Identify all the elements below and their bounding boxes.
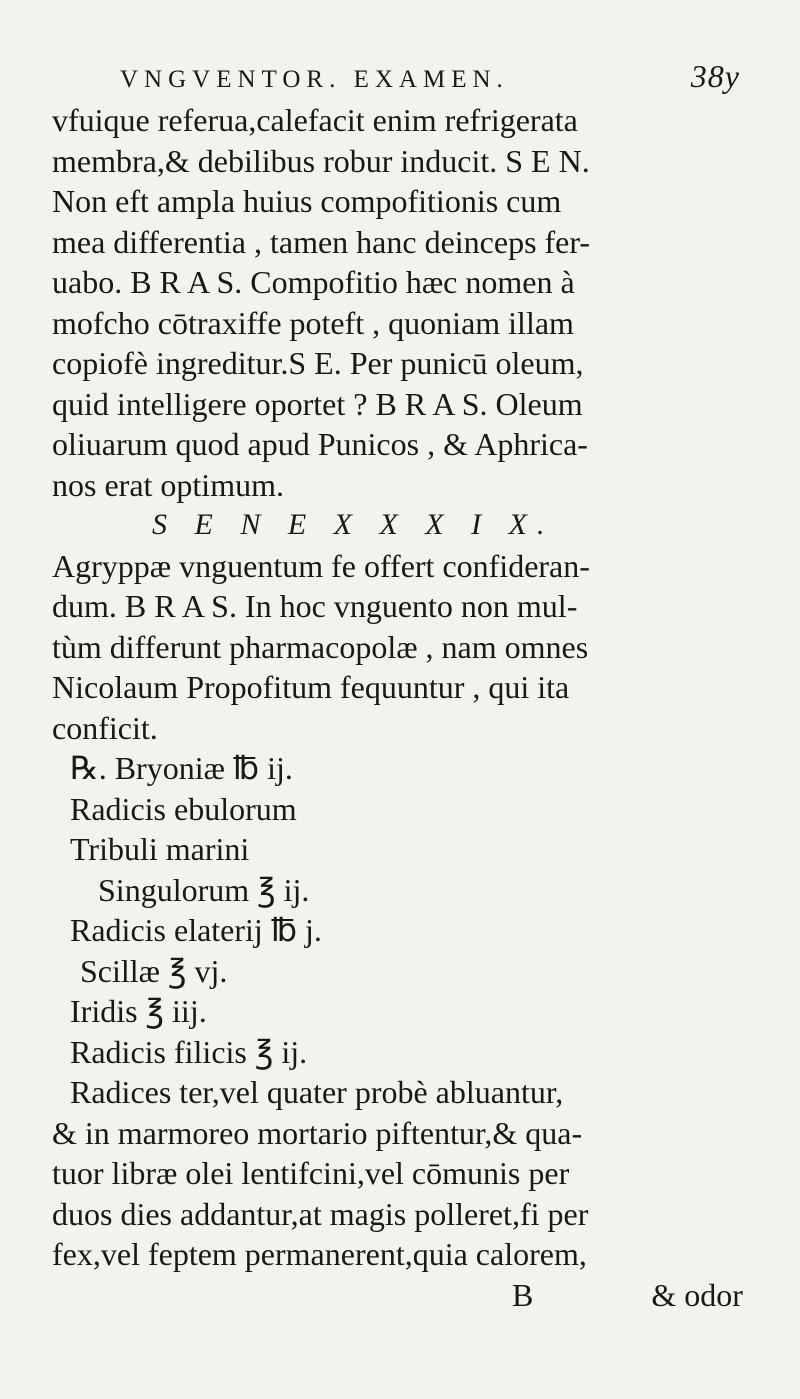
text-line: & in marmoreo mortario piftentur,& qua- — [52, 1114, 583, 1151]
text-line: dum. B R A S. In hoc vnguento non mul- — [52, 588, 578, 624]
body-text — [52, 100, 772, 1315]
text-line: oliuarum quod apud Punicos , & Aphrica- — [52, 426, 588, 462]
text-line: tùm differunt pharmacopolæ , nam omnes — [52, 628, 589, 665]
text-line: mofcho cōtraxiffe poteft , quoniam illam — [52, 304, 574, 341]
recipe-line: Scillæ ℥ vj. — [80, 952, 228, 989]
page-number: 38y — [690, 58, 740, 94]
recipe-line: Tribuli marini — [70, 831, 250, 867]
text-line: mea differentia , tamen hanc deinceps fer- — [52, 223, 591, 260]
text-line: fex,vel feptem permanerent,quia calorem, — [52, 1236, 587, 1272]
text-line: Radices ter,vel quater probè abluantur, — [70, 1074, 564, 1110]
recipe-line: Singulorum ℥ ij. — [98, 871, 310, 908]
text-line: conficit. — [52, 709, 158, 746]
text-line: uabo. B R A S. Compofitio hæc nomen à — [52, 264, 575, 300]
text-line: vfuique referua,calefacit enim refrigerata — [52, 102, 578, 138]
section-heading: S E N E X X X I X. — [152, 508, 555, 541]
text-line: quid intelligere oportet ? B R A S. Oleum — [52, 385, 583, 422]
signature-mark: B — [512, 1276, 534, 1313]
text-line: Agryppæ vnguentum fe offert confideran- — [52, 547, 590, 584]
recipe-line: Iridis ℥ iij. — [70, 993, 207, 1029]
text-line: nos erat optimum. — [52, 466, 284, 503]
recipe-line: ℞. Bryoniæ ℔ ij. — [70, 750, 293, 786]
signature-line — [52, 1275, 772, 1316]
recipe-line: Radicis filicis ℥ ij. — [70, 1033, 308, 1070]
recipe-line: Radicis ebulorum — [70, 790, 297, 827]
text-line: duos dies addantur,at magis polleret,fi per — [52, 1195, 589, 1232]
text-line: copiofè ingreditur.S E. Per punicū oleum, — [52, 345, 584, 381]
text-line: Non eft ampla huius compofitionis cum — [52, 183, 562, 219]
running-head — [120, 58, 740, 95]
text-line: Nicolaum Propofitum fequuntur , qui ita — [52, 669, 570, 705]
recipe-line: Radicis elaterij ℔ j. — [70, 912, 322, 948]
running-head-title: VNGVENTOR. EXAMEN. — [120, 66, 509, 93]
text-line: membra,& debilibus robur inducit. S E N. — [52, 142, 590, 179]
text-line: tuor libræ olei lentifcini,vel cōmunis per — [52, 1155, 570, 1191]
catchword: & odor — [651, 1276, 743, 1313]
